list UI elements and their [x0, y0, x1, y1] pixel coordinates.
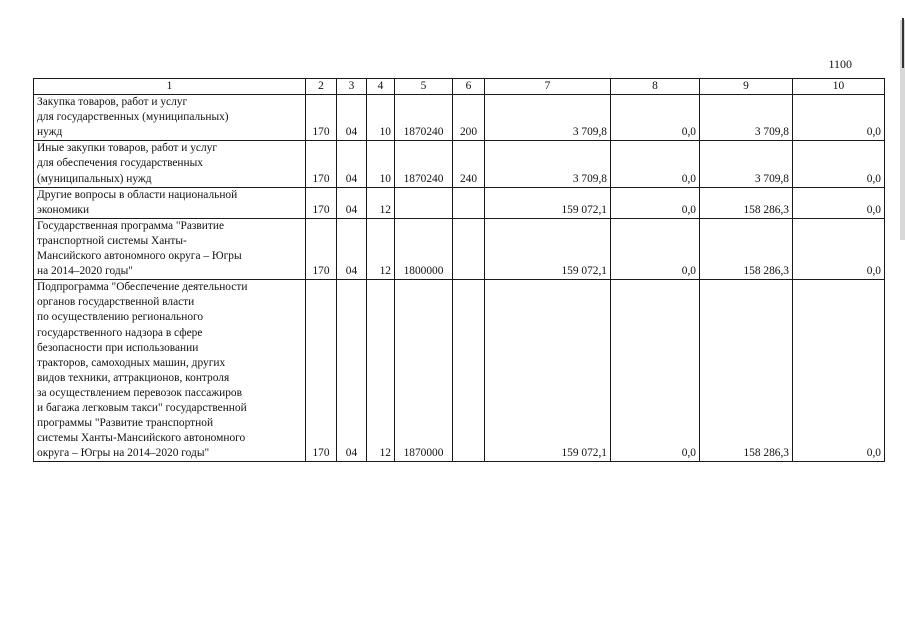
amount-cell-9: 3 709,8 [700, 141, 793, 187]
page-number: 1100 [828, 57, 852, 71]
amount-cell-8: 0,0 [611, 95, 700, 141]
expense-type-cell [453, 187, 485, 218]
column-header-1: 1 [34, 79, 306, 95]
column-header-8: 8 [611, 79, 700, 95]
target-article-cell: 1870240 [395, 141, 453, 187]
row-name-cell: Иные закупки товаров, работ и услуг для обеспечения государственных (муниципальных) нужд [34, 141, 306, 187]
amount-cell-7: 3 709,8 [485, 141, 611, 187]
binding-edge-mark [902, 18, 904, 68]
section-cell: 04 [337, 95, 367, 141]
amount-cell-10: 0,0 [793, 218, 885, 279]
table-row [34, 95, 885, 141]
admin-code-cell: 170 [306, 95, 337, 141]
column-header-7: 7 [485, 79, 611, 95]
target-article-cell [395, 187, 453, 218]
amount-cell-8: 0,0 [611, 280, 700, 462]
amount-cell-8: 0,0 [611, 218, 700, 279]
table-row [34, 280, 885, 462]
admin-code-cell: 170 [306, 218, 337, 279]
admin-code-cell: 170 [306, 280, 337, 462]
amount-cell-8: 0,0 [611, 187, 700, 218]
amount-cell-10: 0,0 [793, 95, 885, 141]
amount-cell-7: 159 072,1 [485, 280, 611, 462]
section-cell: 04 [337, 141, 367, 187]
column-header-10: 10 [793, 79, 885, 95]
row-name-cell: Государственная программа "Развитие транспортной системы Ханты- Мансийского автономного округа – Югры на 2014–2020 годы" [34, 218, 306, 279]
amount-cell-9: 158 286,3 [700, 187, 793, 218]
budget-table [33, 78, 885, 462]
subsection-cell: 10 [367, 141, 395, 187]
amount-cell-7: 3 709,8 [485, 95, 611, 141]
target-article-cell: 1800000 [395, 218, 453, 279]
amount-cell-9: 3 709,8 [700, 95, 793, 141]
column-header-3: 3 [337, 79, 367, 95]
expense-type-cell [453, 218, 485, 279]
table-row [34, 187, 885, 218]
amount-cell-10: 0,0 [793, 187, 885, 218]
table-row [34, 218, 885, 279]
column-header-9: 9 [700, 79, 793, 95]
subsection-cell: 12 [367, 218, 395, 279]
expense-type-cell [453, 280, 485, 462]
row-name-cell: Закупка товаров, работ и услуг для государственных (муниципальных) нужд [34, 95, 306, 141]
column-header-2: 2 [306, 79, 337, 95]
amount-cell-8: 0,0 [611, 141, 700, 187]
admin-code-cell: 170 [306, 141, 337, 187]
section-cell: 04 [337, 280, 367, 462]
amount-cell-9: 158 286,3 [700, 218, 793, 279]
amount-cell-10: 0,0 [793, 141, 885, 187]
section-cell: 04 [337, 187, 367, 218]
amount-cell-10: 0,0 [793, 280, 885, 462]
admin-code-cell: 170 [306, 187, 337, 218]
expense-type-cell: 240 [453, 141, 485, 187]
column-header-6: 6 [453, 79, 485, 95]
expense-type-cell: 200 [453, 95, 485, 141]
section-cell: 04 [337, 218, 367, 279]
subsection-cell: 12 [367, 280, 395, 462]
subsection-cell: 10 [367, 95, 395, 141]
header-row [34, 79, 885, 95]
column-header-5: 5 [395, 79, 453, 95]
target-article-cell: 1870000 [395, 280, 453, 462]
amount-cell-7: 159 072,1 [485, 187, 611, 218]
column-header-4: 4 [367, 79, 395, 95]
amount-cell-9: 158 286,3 [700, 280, 793, 462]
row-name-cell: Подпрограмма "Обеспечение деятельности органов государственной власти по осуществлению регионального государственного надзора в сфере безопасности при использовании тракторов, самоходных машин, других видов техники, аттракционов, контроля за осуществлением перевозок пассажиров и багажа легковым такси" государственной программы "Развитие транспортной системы Ханты-Мансийского автономного округа – Югры на 2014–2020 годы" [34, 280, 306, 462]
target-article-cell: 1870240 [395, 95, 453, 141]
row-name-cell: Другие вопросы в области национальной экономики [34, 187, 306, 218]
subsection-cell: 12 [367, 187, 395, 218]
table-row [34, 141, 885, 187]
amount-cell-7: 159 072,1 [485, 218, 611, 279]
